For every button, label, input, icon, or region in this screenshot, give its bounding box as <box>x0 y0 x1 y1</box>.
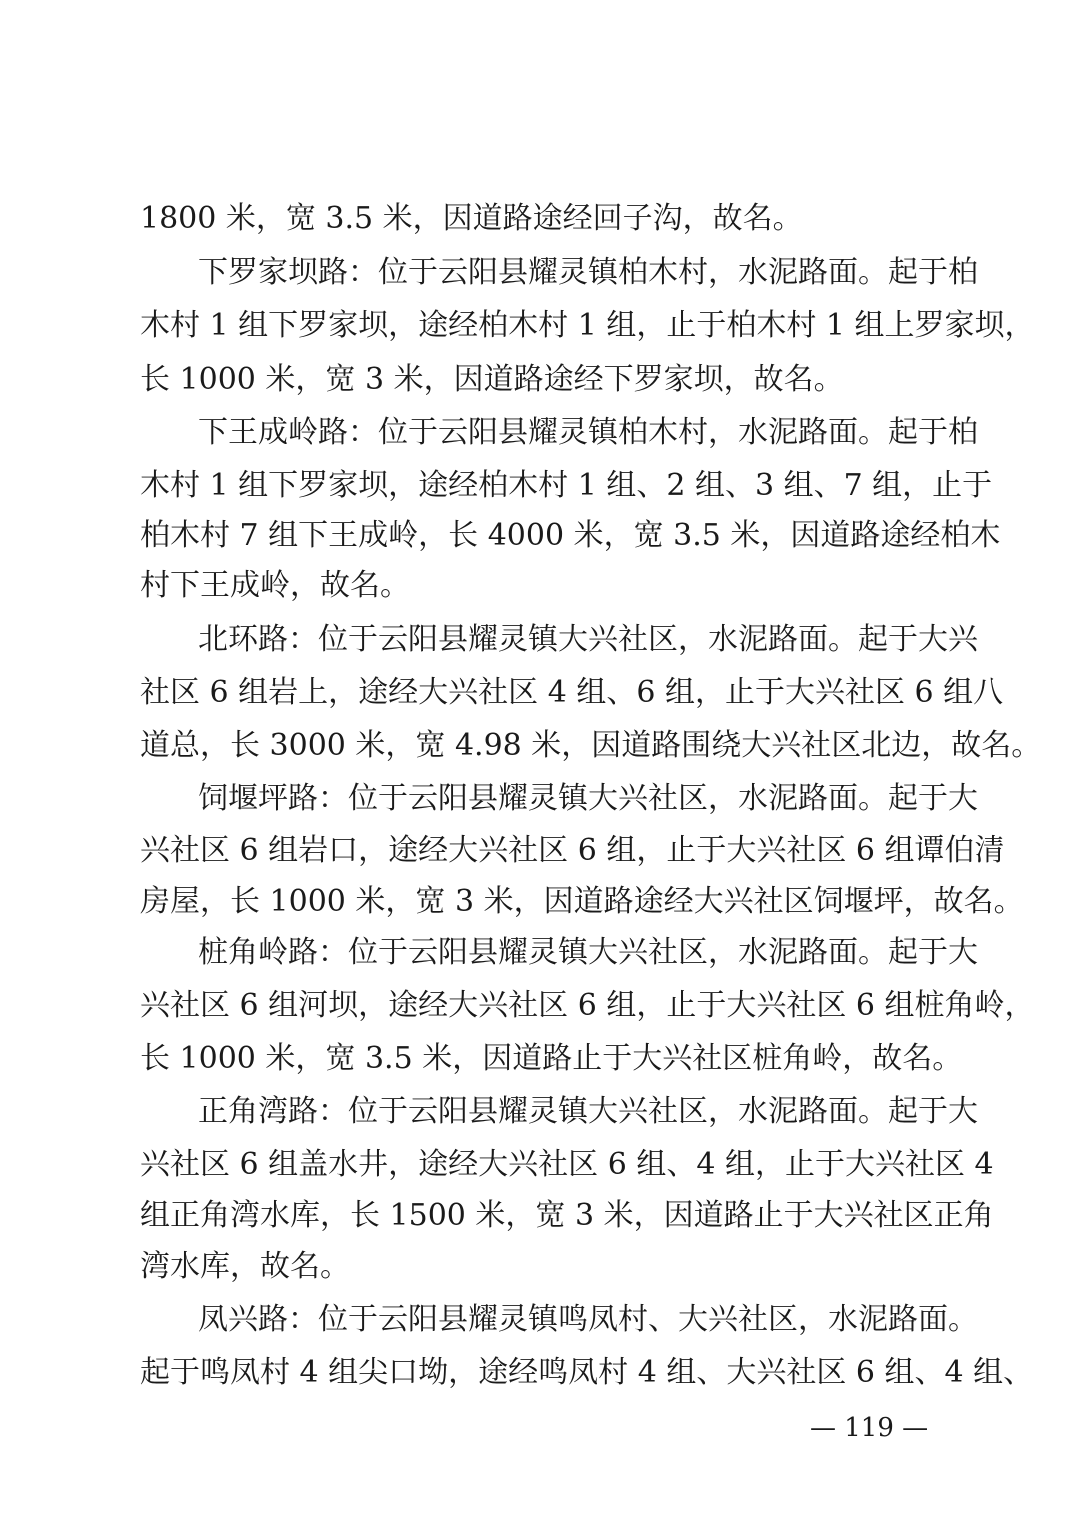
paragraph-first-line: 下罗家坝路：位于云阳县耀灵镇柏木村，水泥路面。起于柏 <box>198 255 978 290</box>
text-line: 1800 米，宽 3.5 米，因道路途经回子沟，故名。 <box>140 201 803 236</box>
paragraph-first-line: 饲堰坪路：位于云阳县耀灵镇大兴社区，水泥路面。起于大 <box>198 781 978 816</box>
text-line: 组正角湾水库，长 1500 米，宽 3 米，因道路止于大兴社区正角 <box>140 1198 994 1233</box>
text-line: 村下王成岭，故名。 <box>140 568 410 603</box>
text-line: 兴社区 6 组河坝，途经大兴社区 6 组，止于大兴社区 6 组桩角岭， <box>140 988 1035 1023</box>
paragraph-first-line: 凤兴路：位于云阳县耀灵镇鸣凤村、大兴社区，水泥路面。 <box>198 1302 978 1337</box>
page-number: — 119 — <box>810 1413 929 1443</box>
text-line: 柏木村 7 组下王成岭，长 4000 米，宽 3.5 米，因道路途经柏木 <box>140 518 1001 553</box>
text-line: 兴社区 6 组岩口，途经大兴社区 6 组，止于大兴社区 6 组谭伯清 <box>140 833 1005 868</box>
text-line: 房屋，长 1000 米，宽 3 米，因道路途经大兴社区饲堰坪，故名。 <box>140 884 1024 919</box>
text-line: 道总，长 3000 米，宽 4.98 米，因道路围绕大兴社区北边，故名。 <box>140 728 1042 763</box>
text-line: 长 1000 米，宽 3 米，因道路途经下罗家坝，故名。 <box>140 362 844 397</box>
paragraph-first-line: 桩角岭路：位于云阳县耀灵镇大兴社区，水泥路面。起于大 <box>198 935 978 970</box>
paragraph-first-line: 正角湾路：位于云阳县耀灵镇大兴社区，水泥路面。起于大 <box>198 1094 978 1129</box>
text-line: 木村 1 组下罗家坝，途经柏木村 1 组，止于柏木村 1 组上罗家坝， <box>140 308 1035 343</box>
paragraph-first-line: 下王成岭路：位于云阳县耀灵镇柏木村，水泥路面。起于柏 <box>198 415 978 450</box>
paragraph-first-line: 北环路：位于云阳县耀灵镇大兴社区，水泥路面。起于大兴 <box>198 622 978 657</box>
text-line: 湾水库，故名。 <box>140 1249 350 1284</box>
text-line: 兴社区 6 组盖水井，途经大兴社区 6 组、4 组，止于大兴社区 4 <box>140 1147 994 1182</box>
text-line: 起于鸣凤村 4 组尖口坳，途经鸣凤村 4 组、大兴社区 6 组、4 组、 <box>140 1355 1034 1390</box>
text-line: 木村 1 组下罗家坝，途经柏木村 1 组、2 组、3 组、7 组，止于 <box>140 468 993 503</box>
text-line: 社区 6 组岩上，途经大兴社区 4 组、6 组，止于大兴社区 6 组八 <box>140 675 1004 710</box>
text-line: 长 1000 米，宽 3.5 米，因道路止于大兴社区桩角岭，故名。 <box>140 1041 963 1076</box>
